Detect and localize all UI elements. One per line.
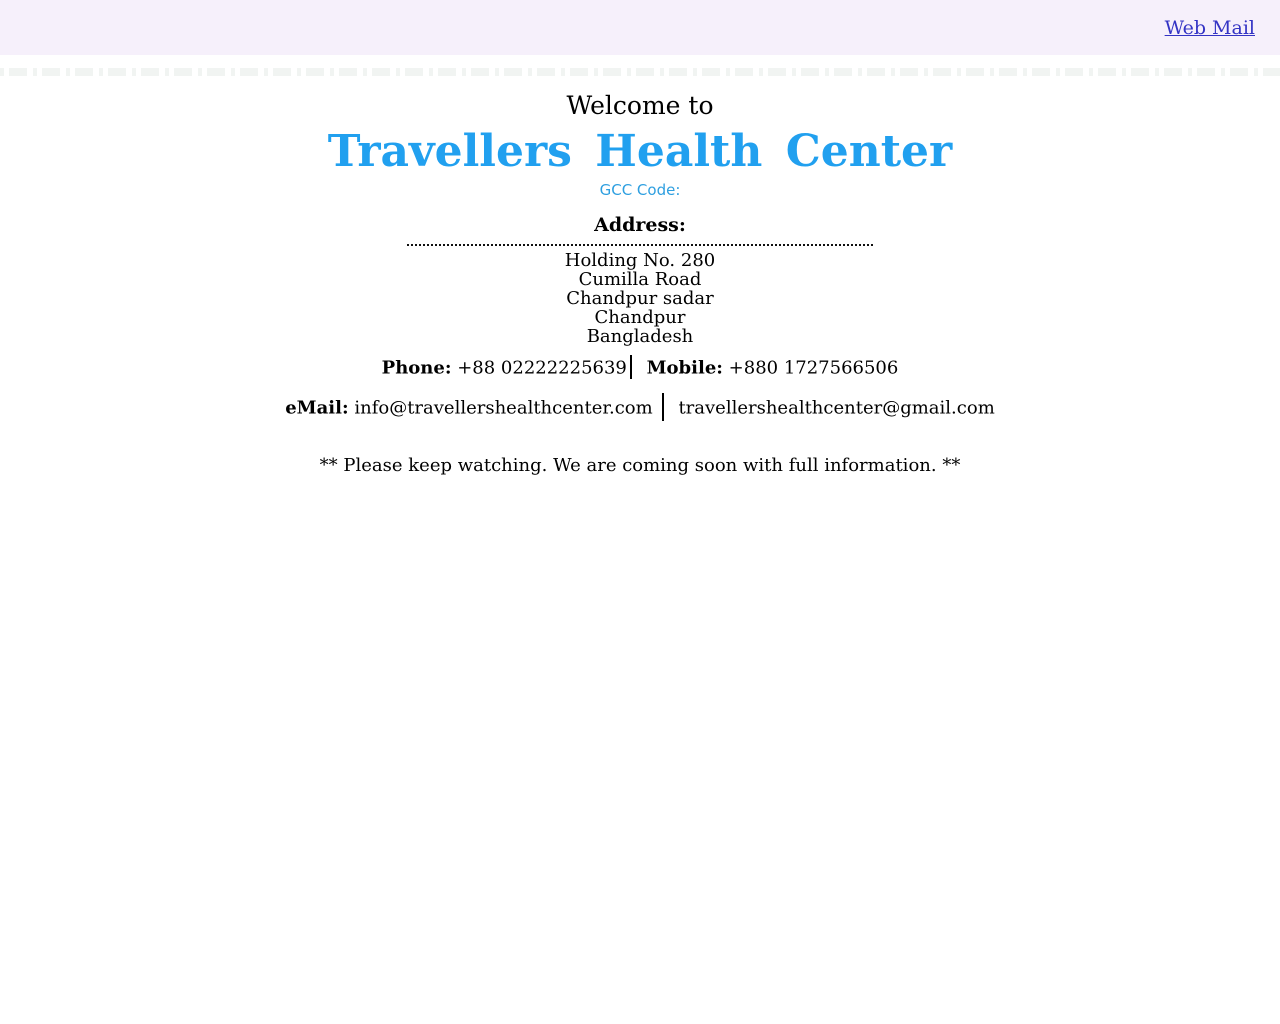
header-bar (0, 0, 1280, 55)
email-label: eMail: (285, 397, 349, 419)
phone-row (0, 355, 1280, 382)
main-content (0, 91, 1280, 476)
separator-bar (662, 393, 664, 421)
welcome-heading: Welcome to (566, 91, 714, 120)
phone-label: Phone: (381, 357, 452, 379)
address-line-sadar: Chandpur sadar (566, 288, 714, 310)
site-title: Travellers Health Center (327, 126, 953, 177)
address-line-district: Chandpur (594, 307, 686, 329)
coming-soon-notice: ** Please keep watching. We are coming soon with full information. ** (319, 455, 961, 477)
gcc-code-label: GCC Code: (599, 181, 681, 200)
email-secondary: travellershealthcenter@gmail.com (678, 397, 995, 419)
address-line-road: Cumilla Road (578, 269, 702, 291)
mobile-label: Mobile: (646, 357, 723, 379)
separator-bar (630, 355, 632, 379)
address-line-country: Bangladesh (586, 326, 694, 348)
dashed-divider (0, 68, 1280, 76)
webmail-link[interactable]: Web Mail (1164, 16, 1255, 39)
email-primary: info@travellershealthcenter.com (354, 397, 653, 419)
dotted-separator (407, 244, 873, 246)
address-line-holding: Holding No. 280 (564, 250, 716, 272)
phone-value: +88 02222225639 (457, 357, 627, 379)
address-heading: Address: (594, 214, 686, 237)
email-row (0, 393, 1280, 424)
mobile-value: +880 1727566506 (728, 357, 899, 379)
